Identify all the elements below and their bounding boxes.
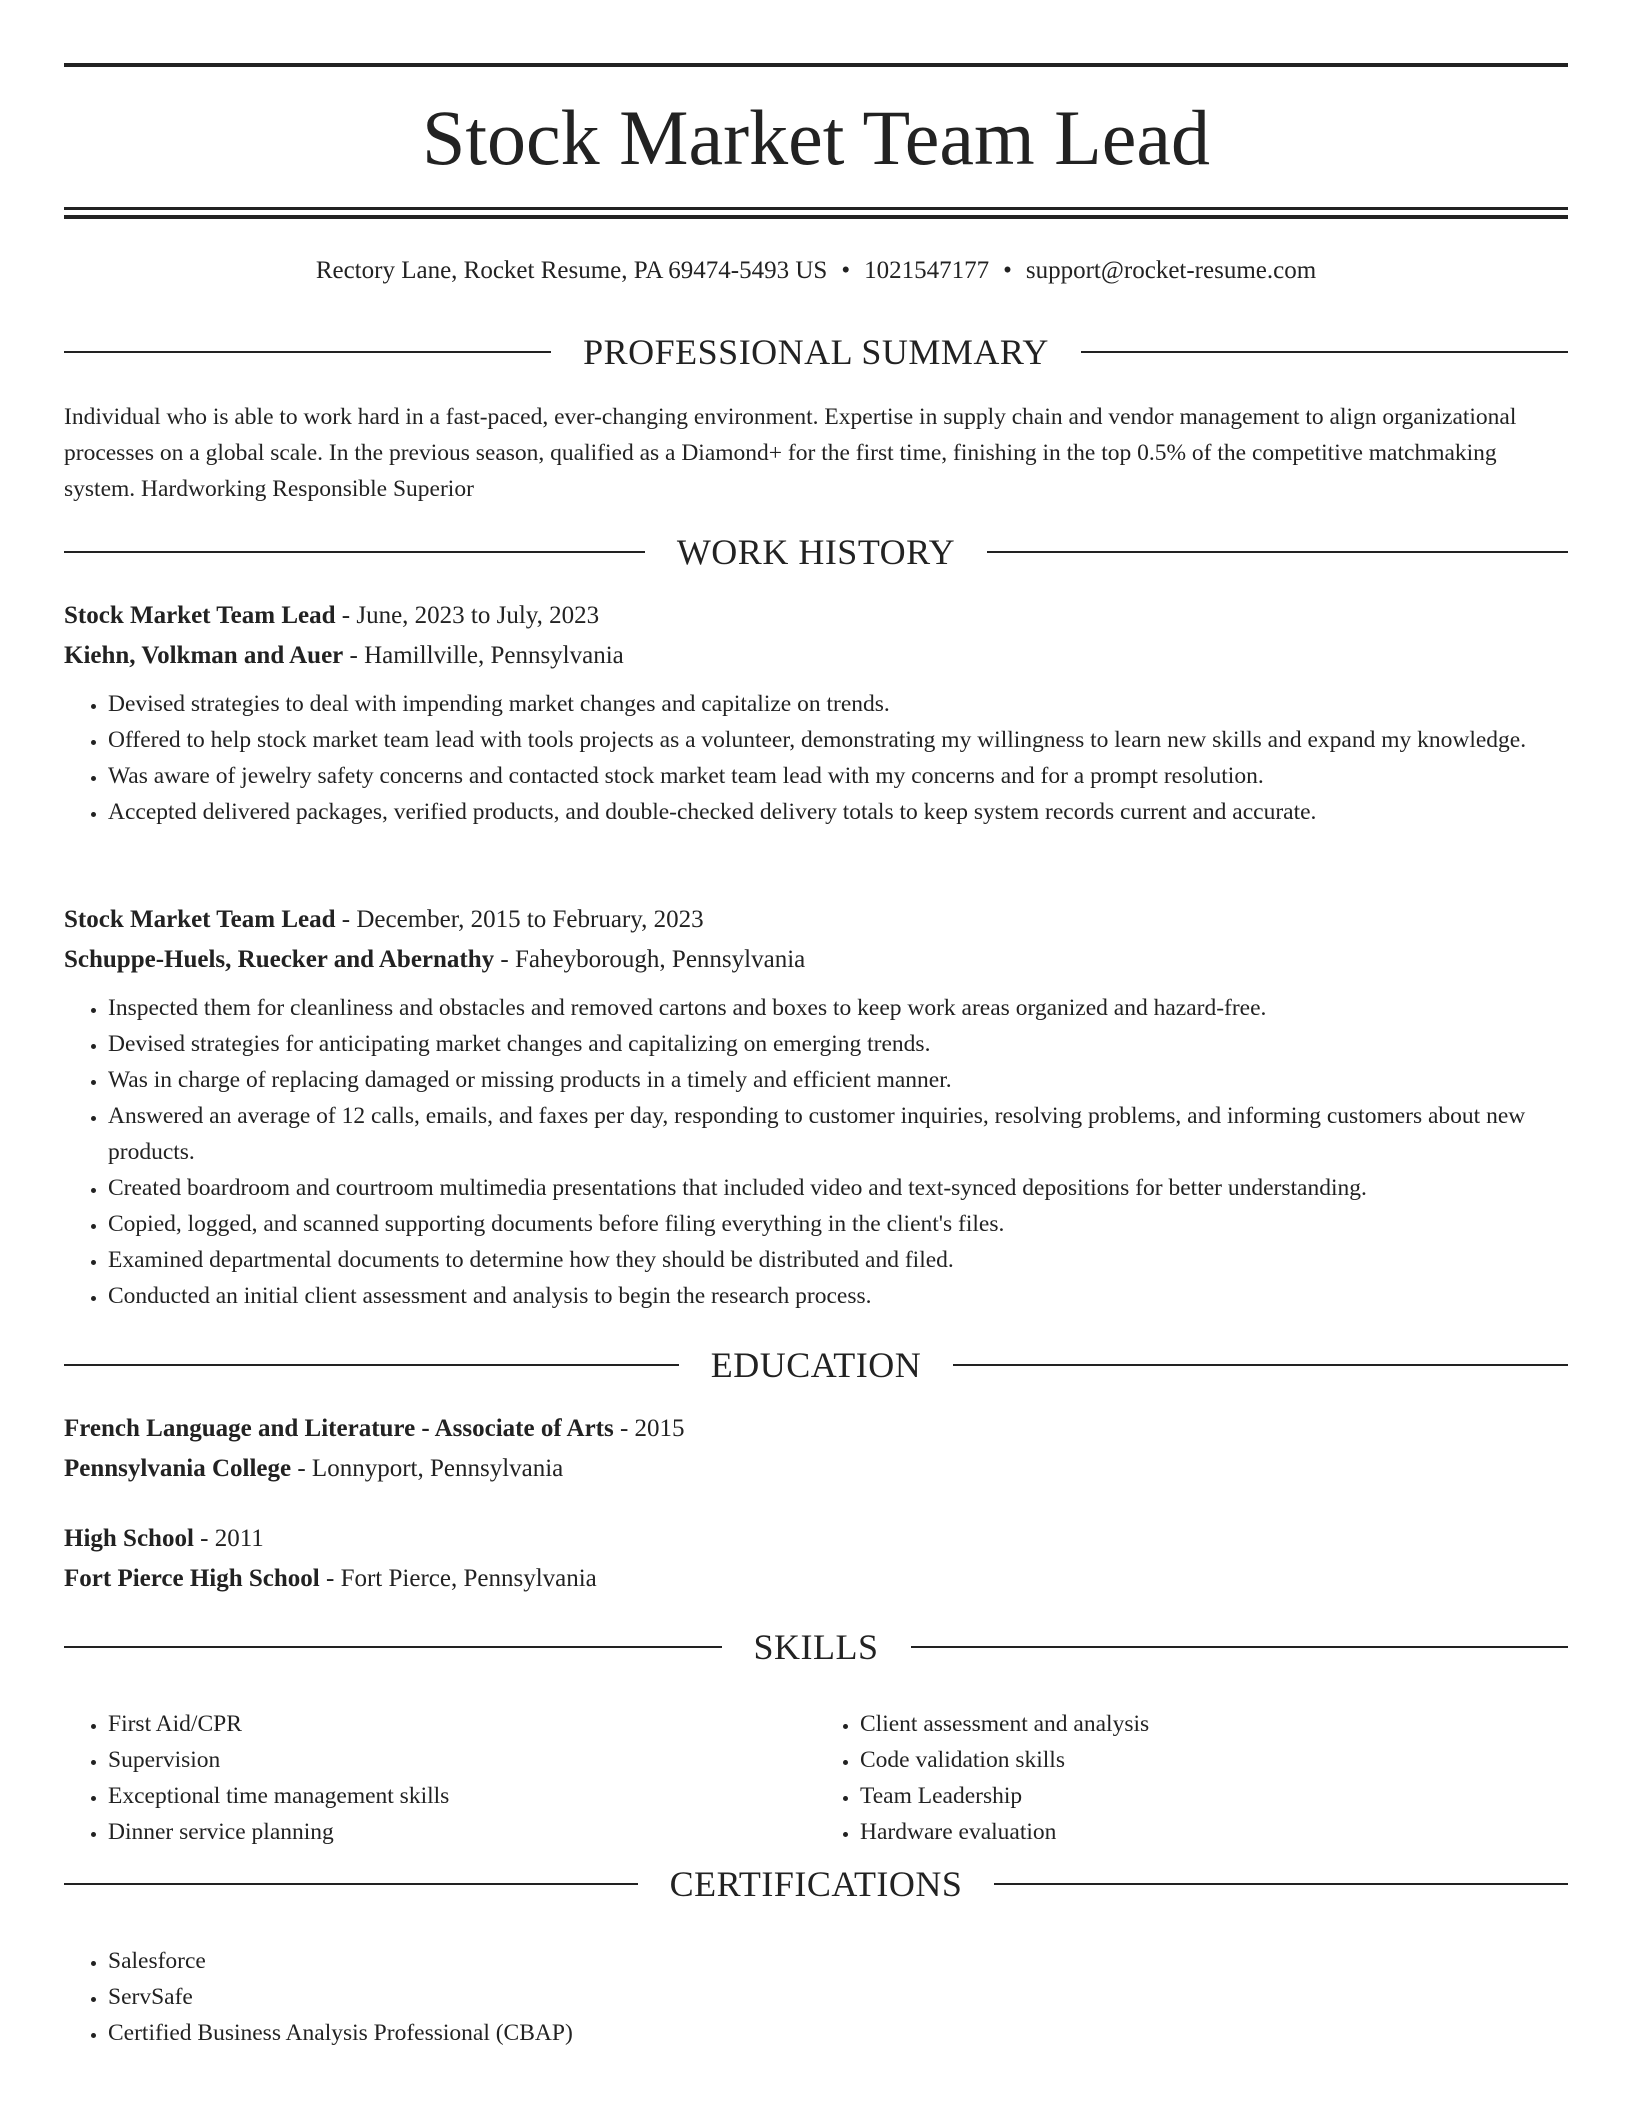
- job-bullet: • Created boardroom and courtroom multimedia presentations that included video and text-synced depositions for better understanding.: [108, 1170, 1568, 1206]
- education-location: - Lonnyport, Pennsylvania: [291, 1455, 564, 1482]
- job-bullet: • Accepted delivered packages, verified products, and double-checked delivery totals to keep system records current and accurate.: [108, 794, 1568, 830]
- skill-item: • Exceptional time management skills: [108, 1778, 816, 1814]
- education-entry: [64, 1519, 1568, 1599]
- job-title: Stock Market Team Lead: [64, 906, 336, 933]
- job-company-line: [64, 636, 1568, 676]
- contact-separator: •: [841, 257, 851, 284]
- job-location: - Faheyborough, Pennsylvania: [494, 946, 806, 973]
- job-company: Kiehn, Volkman and Auer: [64, 642, 344, 669]
- heading-rule: [64, 1883, 638, 1885]
- skill-item: • Code validation skills: [860, 1742, 1568, 1778]
- job-entry: [64, 900, 1568, 1314]
- job-bullet: • Copied, logged, and scanned supporting documents before filing everything in the client's files.: [108, 1206, 1568, 1242]
- education-school-line: [64, 1559, 1568, 1599]
- heading-rule: [64, 551, 645, 553]
- job-bullet: • Conducted an initial client assessment and analysis to begin the research process.: [108, 1278, 1568, 1314]
- resume-title: Stock Market Team Lead: [422, 94, 1210, 181]
- section-title: SKILLS: [753, 1627, 879, 1667]
- contact-address: Rectory Lane, Rocket Resume, PA 69474-5493 US: [315, 257, 828, 284]
- section-heading-summary: [64, 330, 1568, 374]
- heading-rule: [911, 1646, 1569, 1648]
- education-school-line: [64, 1449, 1568, 1489]
- skill-item: • First Aid/CPR: [108, 1706, 816, 1742]
- heading-rule: [1081, 351, 1568, 353]
- education-degree: French Language and Literature - Associate of Arts: [64, 1415, 614, 1442]
- header-double-rule-lower: [64, 215, 1568, 219]
- job-bullet: • Was aware of jewelry safety concerns and contacted stock market team lead with my concerns and for a prompt resolution.: [108, 758, 1568, 794]
- job-bullet: • Devised strategies for anticipating market changes and capitalizing on emerging trends.: [108, 1026, 1568, 1062]
- contact-email: support@rocket-resume.com: [1025, 257, 1317, 284]
- job-title: Stock Market Team Lead: [64, 602, 336, 629]
- education-entry: [64, 1409, 1568, 1489]
- summary-text: Individual who is able to work hard in a fast-paced, ever-changing environment. Expertise in supply chain and vendor management to align organizational processes on a global scale. In the previous season, qualified as a Diamond+ for the first time, finishing in the top 0.5% of the competitive matchmaking system. Hardworking Responsible Superior: [64, 404, 1517, 502]
- job-bullet: • Devised strategies to deal with impending market changes and capitalize on trends.: [108, 686, 1568, 722]
- education-location: - Fort Pierce, Pennsylvania: [319, 1565, 597, 1592]
- section-heading-certifications: [64, 1862, 1568, 1906]
- job-bullet: • Examined departmental documents to determine how they should be distributed and filed.: [108, 1242, 1568, 1278]
- education-degree-line: [64, 1519, 1568, 1559]
- education-degree-line: [64, 1409, 1568, 1449]
- heading-rule: [994, 1883, 1568, 1885]
- heading-rule: [64, 1646, 722, 1648]
- skill-item: • Dinner service planning: [108, 1814, 816, 1850]
- certifications-list: [64, 1943, 1612, 2051]
- skill-item: • Team Leadership: [860, 1778, 1568, 1814]
- heading-rule: [64, 351, 551, 353]
- job-dates: - December, 2015 to February, 2023: [335, 906, 704, 933]
- skill-item: • Client assessment and analysis: [860, 1706, 1568, 1742]
- job-location: - Hamillville, Pennsylvania: [343, 642, 624, 669]
- job-bullet: • Answered an average of 12 calls, emails, and faxes per day, responding to customer inquiries, resolving problems, and informing customers about new products.: [108, 1098, 1568, 1170]
- job-dates: - June, 2023 to July, 2023: [335, 602, 600, 629]
- certification-item: • Certified Business Analysis Professional (CBAP): [108, 2015, 1612, 2051]
- contact-phone: 1021547177: [864, 257, 990, 284]
- skill-item: • Hardware evaluation: [860, 1814, 1568, 1850]
- job-company-line: [64, 940, 1568, 980]
- skills-column-left: [64, 1706, 816, 1850]
- section-heading-work-history: [64, 530, 1568, 574]
- section-title: EDUCATION: [710, 1345, 922, 1385]
- education-school: Pennsylvania College: [64, 1455, 292, 1482]
- education-school: Fort Pierce High School: [64, 1565, 320, 1592]
- section-heading-education: [64, 1343, 1568, 1387]
- section-title: CERTIFICATIONS: [669, 1864, 963, 1904]
- skill-item: • Supervision: [108, 1742, 816, 1778]
- job-title-line: [64, 596, 1568, 636]
- skills-column-right: [816, 1706, 1568, 1850]
- job-title-line: [64, 900, 1568, 940]
- certification-item: • ServSafe: [108, 1979, 1612, 2015]
- job-bullet: • Was in charge of replacing damaged or missing products in a timely and efficient manner.: [108, 1062, 1568, 1098]
- section-title: WORK HISTORY: [676, 532, 956, 572]
- header-double-rule-upper: [64, 207, 1568, 210]
- section-heading-skills: [64, 1625, 1568, 1669]
- header-top-rule: [64, 63, 1568, 67]
- heading-rule: [64, 1364, 679, 1366]
- job-bullet: • Inspected them for cleanliness and obstacles and removed cartons and boxes to keep work areas organized and hazard-free.: [108, 990, 1568, 1026]
- heading-rule: [987, 551, 1568, 553]
- section-title: PROFESSIONAL SUMMARY: [583, 332, 1049, 372]
- contact-separator: •: [1003, 257, 1012, 284]
- job-bullet: • Offered to help stock market team lead with tools projects as a volunteer, demonstrating my willingness to learn new skills and expand my knowledge.: [108, 722, 1568, 758]
- job-bullets: [64, 686, 1568, 830]
- job-bullets: [64, 990, 1568, 1314]
- education-degree: High School: [64, 1525, 194, 1552]
- heading-rule: [953, 1364, 1568, 1366]
- job-company: Schuppe-Huels, Ruecker and Abernathy: [64, 946, 495, 973]
- education-year: - 2011: [193, 1525, 264, 1552]
- certification-item: • Salesforce: [108, 1943, 1612, 1979]
- contact-line: [64, 253, 1568, 289]
- job-entry: [64, 596, 1568, 830]
- skills-list: [64, 1706, 1568, 1850]
- education-year: - 2015: [613, 1415, 685, 1442]
